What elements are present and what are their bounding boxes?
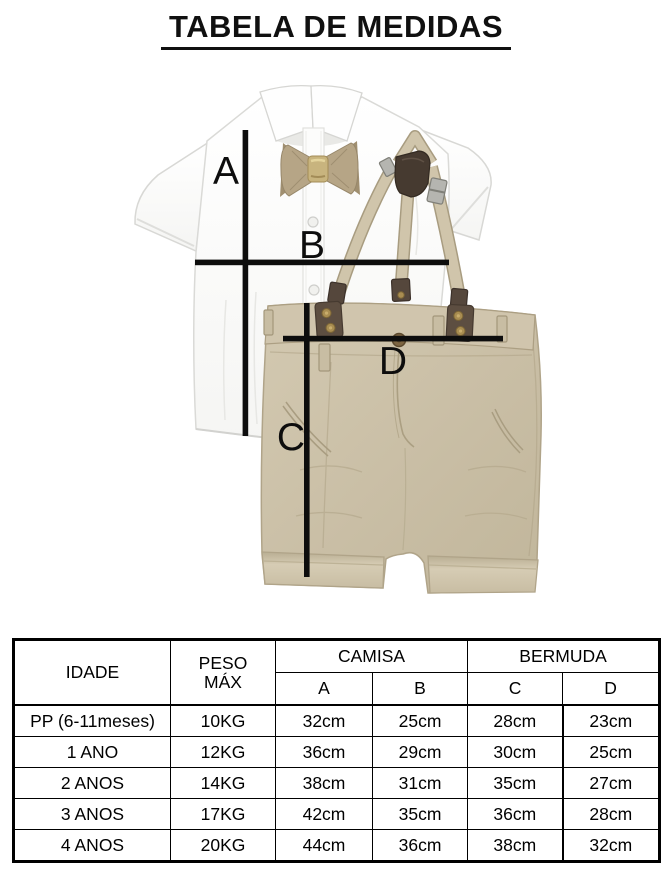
cell-peso: 17KG [171, 799, 276, 830]
cell-a: 32cm [276, 705, 373, 737]
table-row [14, 737, 660, 768]
table-header-row-groups [14, 640, 660, 673]
cell-peso: 14KG [171, 768, 276, 799]
header-col-c: C [468, 673, 563, 706]
header-bermuda: BERMUDA [468, 640, 660, 673]
cell-d: 25cm [563, 737, 660, 768]
table-row [14, 830, 660, 862]
measure-label-b: B [298, 224, 326, 267]
cell-a: 36cm [276, 737, 373, 768]
header-col-d: D [563, 673, 660, 706]
cell-c: 30cm [468, 737, 563, 768]
header-idade: IDADE [14, 640, 171, 706]
cell-a: 44cm [276, 830, 373, 862]
cell-b: 36cm [373, 830, 468, 862]
header-col-a: A [276, 673, 373, 706]
measure-label-d: D [378, 340, 408, 383]
cell-b: 31cm [373, 768, 468, 799]
cell-d: 27cm [563, 768, 660, 799]
cell-c: 38cm [468, 830, 563, 862]
cell-c: 28cm [468, 705, 563, 737]
cell-d: 23cm [563, 705, 660, 737]
measure-label-c: C [276, 416, 306, 459]
header-peso-line2: MÁX [204, 671, 242, 692]
cell-peso: 20KG [171, 830, 276, 862]
header-peso-max [171, 640, 276, 706]
page-title: TABELA DE MEDIDAS [161, 10, 511, 50]
header-col-b: B [373, 673, 468, 706]
cell-d: 32cm [563, 830, 660, 862]
cell-idade: 1 ANO [14, 737, 171, 768]
table-row [14, 768, 660, 799]
cell-idade: 2 ANOS [14, 768, 171, 799]
header-peso-line1: PESO [198, 652, 248, 673]
cell-idade: 4 ANOS [14, 830, 171, 862]
cell-idade: 3 ANOS [14, 799, 171, 830]
cell-c: 35cm [468, 768, 563, 799]
header-camisa: CAMISA [276, 640, 468, 673]
cell-peso: 12KG [171, 737, 276, 768]
cell-a: 42cm [276, 799, 373, 830]
cell-b: 25cm [373, 705, 468, 737]
table-row [14, 705, 660, 737]
cell-peso: 10KG [171, 705, 276, 737]
measure-line-a [243, 130, 249, 436]
cell-a: 38cm [276, 768, 373, 799]
table-row [14, 799, 660, 830]
cell-b: 29cm [373, 737, 468, 768]
left-waist-tab [315, 301, 343, 339]
cell-b: 35cm [373, 799, 468, 830]
size-table [12, 638, 661, 863]
cell-idade: PP (6-11meses) [14, 705, 171, 737]
measure-label-a: A [212, 150, 240, 193]
cell-c: 36cm [468, 799, 563, 830]
cell-d: 28cm [563, 799, 660, 830]
